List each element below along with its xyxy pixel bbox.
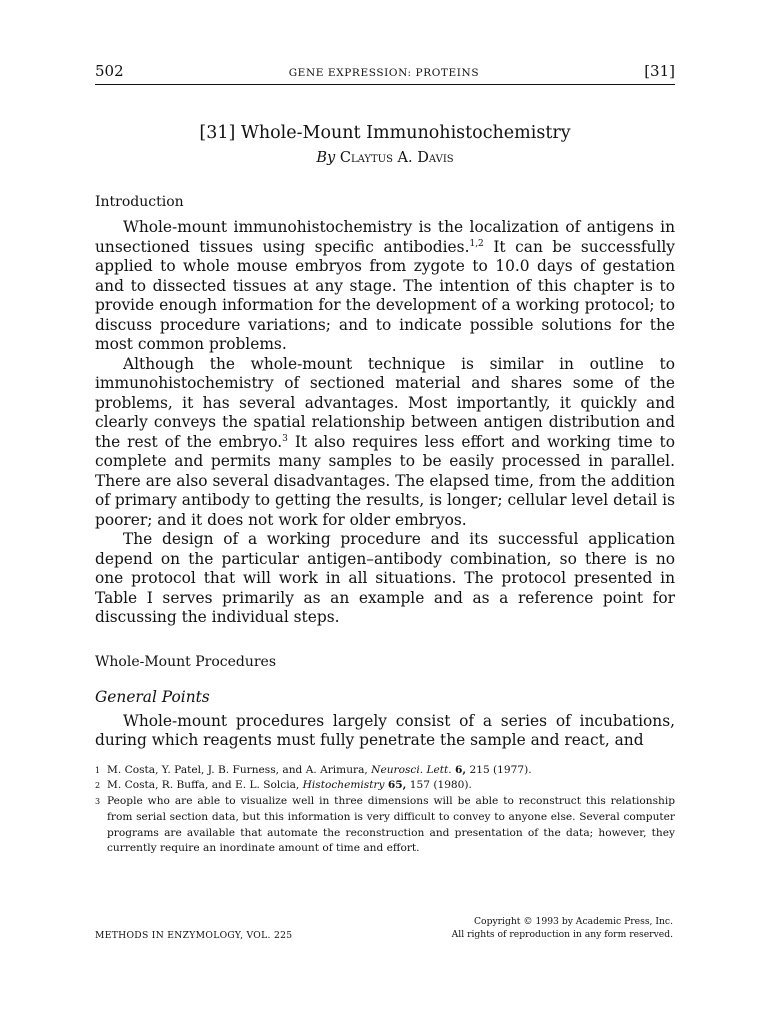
page-number: 502 — [95, 62, 124, 80]
intro-paragraph-1 — [95, 218, 675, 355]
author-name: Claytus A. Davis — [339, 150, 454, 166]
byline-by: By — [316, 150, 336, 166]
running-header — [95, 62, 675, 85]
running-title: GENE EXPRESSION: PROTEINS — [288, 67, 480, 79]
page-footer — [95, 915, 673, 941]
footnote-journal: Neurosci. Lett. — [371, 763, 452, 776]
footnote-ref-3[interactable]: 3 — [282, 433, 288, 444]
subsection-heading-general-points: General Points — [95, 687, 210, 706]
footnote-text: People who are able to visualize well in three dimensions will be able to reconstruct this relationship from serial section data, but this information is very difficult to convey to anyone else. Several computer programs are available that automate the reconstruction and presentation of the data; however, they currently require an inordinate amount of time and effort. — [107, 795, 675, 855]
footnote-2 — [95, 778, 675, 794]
intro-p2-text-a: Although the whole-mount technique is similar in outline to immunohistochemistry of sectioned material and shares some of the problems, it has several advantages. Most importantly, it quickly and clearly conveys the spatial relationship between antigen distribution and the rest of the embryo. — [95, 354, 675, 451]
intro-p1-text-b: It can be successfully applied to whole mouse embryos from zygote to 10.0 days of gestation and to dissected tissues at any stage. The intention of this chapter is to provide enough information for the development of a working protocol; to discuss procedure variations; and to indicate possible solutions for the most common problems. — [95, 237, 676, 353]
footnote-3 — [95, 794, 675, 857]
footnote-text — [107, 763, 675, 779]
section-heading-introduction: Introduction — [95, 194, 184, 210]
footnote-authors: M. Costa, R. Buffa, and E. L. Solcia, — [107, 779, 303, 792]
series-info: METHODS IN ENZYMOLOGY, VOL. 225 — [95, 930, 293, 941]
footnote-pages: 215 (1977). — [466, 763, 532, 776]
footnote-number: 1 — [95, 765, 101, 775]
copyright-line: Copyright © 1993 by Academic Press, Inc. — [474, 916, 673, 927]
article-title: [31] Whole-Mount Immunohistochemistry — [199, 123, 571, 143]
footnote-text — [107, 778, 675, 794]
copyright-notice — [452, 915, 673, 941]
footnote-volume: 6, — [455, 763, 467, 776]
footnote-journal: Histochemistry — [302, 779, 385, 792]
footnote-ref-1-2[interactable]: 1,2 — [469, 238, 484, 249]
procedures-paragraph-1: Whole-mount procedures largely consist of a series of incubations, during which reagents must fully penetrate the sample and react, and — [95, 711, 675, 749]
footnotes — [95, 759, 675, 858]
footnote-1 — [95, 763, 675, 779]
chapter-tag: [31] — [644, 62, 675, 80]
intro-p2-text-b: It also requires less effort and working time to complete and permits many samples to be easily processed in parallel. There are also several disadvantages. The elapsed time, from the addition of primary antibody to getting the results, is longer; cellular level detail is poorer; and it does not work for older embryos. — [95, 432, 676, 529]
intro-paragraph-3: The design of a working procedure and its successful application depend on the particular antigen–antibody combination, so there is no one protocol that will work in all situations. The protocol presented in Table I serves primarily as an example and as a reference point for discussing the individual steps. — [95, 530, 675, 626]
section-heading-procedures: Whole-Mount Procedures — [95, 653, 277, 670]
footnote-pages: 157 (1980). — [406, 779, 472, 792]
footnote-authors: M. Costa, Y. Patel, J. B. Furness, and A. Arimura, — [107, 763, 372, 776]
rights-line: All rights of reproduction in any form reserved. — [451, 929, 673, 940]
footnote-volume: 65, — [387, 779, 407, 792]
intro-p1-text-a: Whole-mount immunohistochemistry is the localization of antigens in unsectioned tissues using specific antibodies. — [95, 218, 675, 256]
page — [95, 62, 675, 857]
footnote-number: 2 — [95, 781, 101, 791]
byline — [95, 150, 675, 166]
intro-paragraph-2 — [95, 355, 675, 531]
footnote-number: 3 — [95, 797, 101, 807]
